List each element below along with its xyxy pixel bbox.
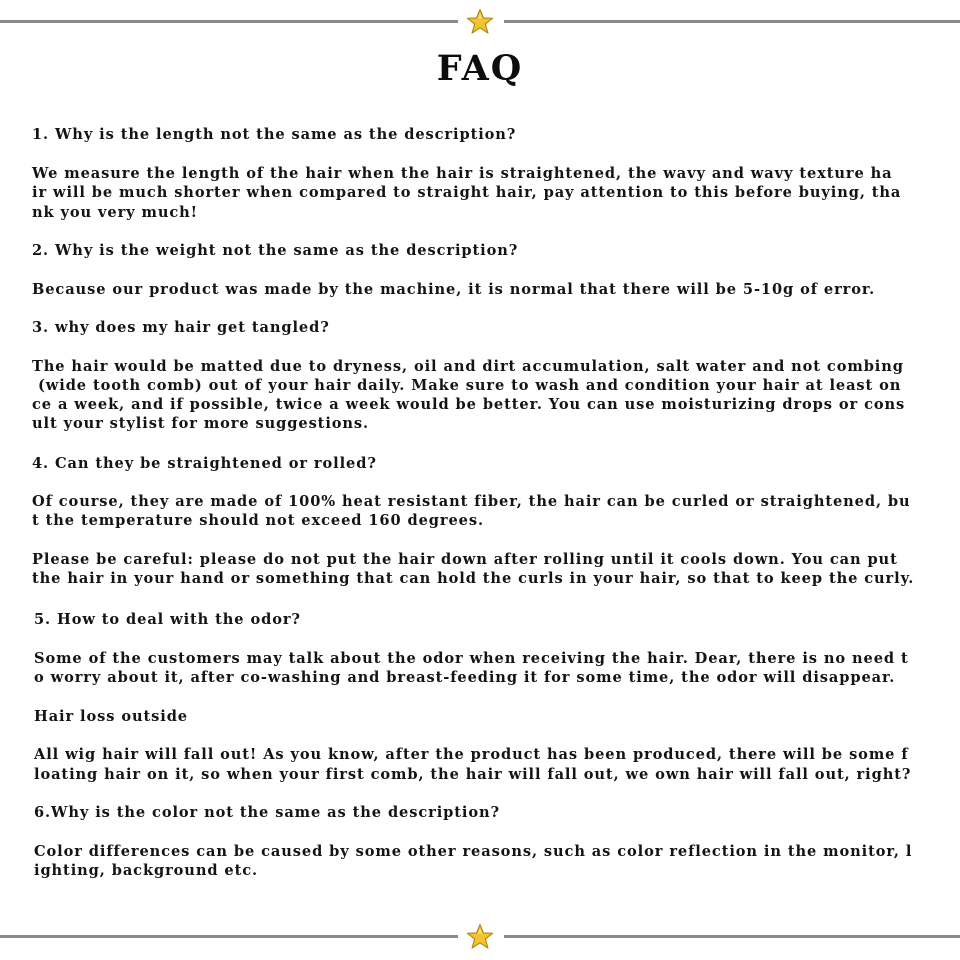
- faq-answer-4-line: Of course, they are made of 100% heat resistant fiber, the hair can be curled or straightened, bu: [32, 493, 911, 510]
- top-divider: [0, 1, 960, 41]
- faq-answer-1-line: nk you very much!: [32, 204, 198, 221]
- faq-answer-3-line: (wide tooth comb) out of your hair daily. Make sure to wash and condition your hair at least on: [32, 377, 902, 394]
- faq-note-4-line: Please be careful: please do not put the hair down after rolling until it cools down. You can put: [32, 551, 898, 568]
- faq-question-2: 2. Why is the weight not the same as the description?: [32, 242, 519, 259]
- top-divider-line-right: [504, 20, 960, 23]
- faq-answer-3-line: ult your stylist for more suggestions.: [32, 415, 370, 432]
- bottom-divider-line-left: [0, 935, 458, 938]
- hair-loss-answer-line: All wig hair will fall out! As you know, after the product has been produced, there will be some f: [34, 746, 909, 763]
- hair-loss-answer-line: loating hair on it, so when your first comb, the hair will fall out, we own hair will fall out, right?: [34, 766, 912, 783]
- faq-question-3: 3. why does my hair get tangled?: [32, 319, 330, 336]
- faq-answer-3-line: ce a week, and if possible, twice a week would be better. You can use moisturizing drops or cons: [32, 396, 906, 413]
- star-icon: [466, 923, 494, 951]
- hair-loss-heading: Hair loss outside: [34, 708, 188, 725]
- faq-answer-1-line: ir will be much shorter when compared to straight hair, pay attention to this before buying, tha: [32, 184, 902, 201]
- star-icon: [466, 8, 494, 36]
- top-divider-line-left: [0, 20, 458, 23]
- faq-answer-1-line: We measure the length of the hair when the hair is straightened, the wavy and wavy texture ha: [32, 165, 893, 182]
- faq-answer-3-line: The hair would be matted due to dryness, oil and dirt accumulation, salt water and not combing: [32, 358, 904, 375]
- faq-answer-2-line: Because our product was made by the machine, it is normal that there will be 5-10g of error.: [32, 281, 876, 298]
- faq-answer-4-line: t the temperature should not exceed 160 degrees.: [32, 512, 484, 529]
- faq-note-4-line: the hair in your hand or something that can hold the curls in your hair, so that to keep the curly.: [32, 570, 915, 587]
- faq-question-1: 1. Why is the length not the same as the description?: [32, 126, 517, 143]
- faq-question-5: 5. How to deal with the odor?: [34, 611, 301, 628]
- faq-answer-5-line: o worry about it, after co-washing and breast-feeding it for some time, the odor will disappear.: [34, 669, 896, 686]
- faq-question-4: 4. Can they be straightened or rolled?: [32, 455, 377, 472]
- bottom-divider: [0, 916, 960, 956]
- faq-answer-6-line: Color differences can be caused by some other reasons, such as color reflection in the monitor, l: [34, 843, 913, 860]
- faq-answer-6-line: ighting, background etc.: [34, 862, 259, 879]
- faq-answer-5-line: Some of the customers may talk about the odor when receiving the hair. Dear, there is no need t: [34, 650, 909, 667]
- bottom-divider-line-right: [504, 935, 960, 938]
- faq-question-6: 6.Why is the color not the same as the description?: [34, 804, 500, 821]
- page-title: FAQ: [436, 48, 524, 89]
